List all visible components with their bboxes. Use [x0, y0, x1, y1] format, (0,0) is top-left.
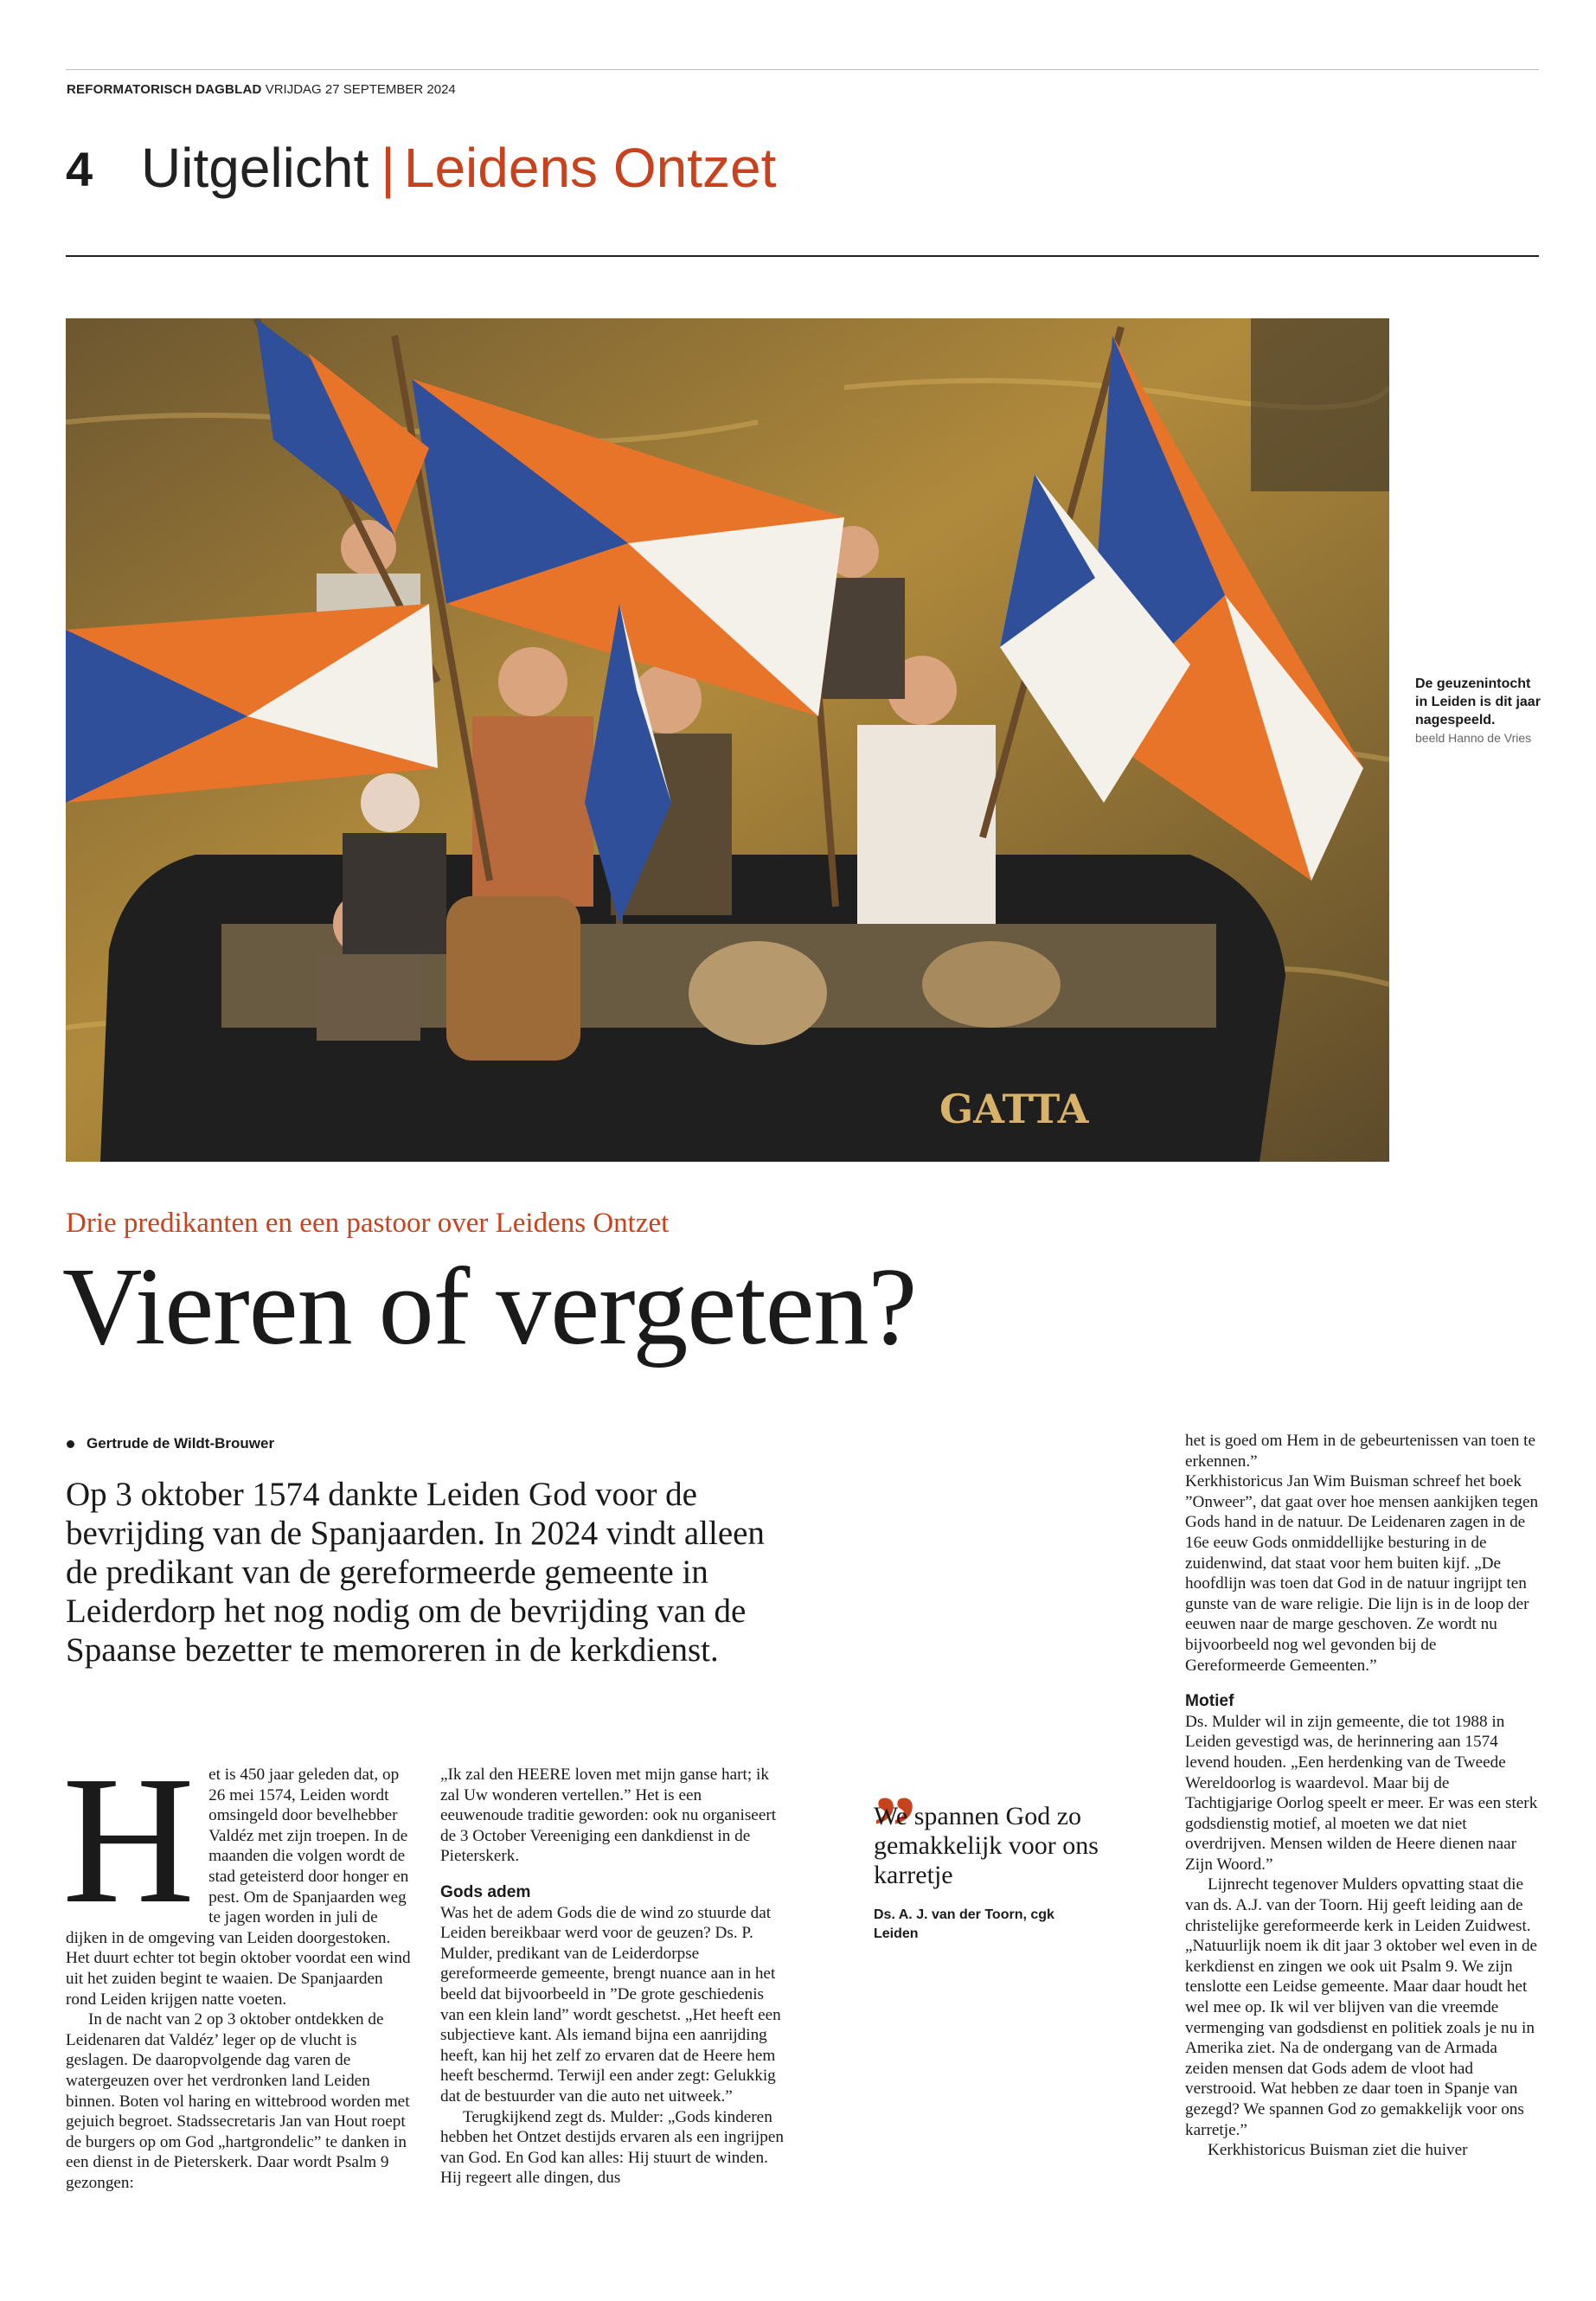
drop-cap: H [62, 1738, 195, 1941]
pull-quote [874, 1734, 1099, 1944]
body-column-1 [62, 1738, 412, 2193]
photo-credit: beeld Hanno de Vries [1415, 731, 1532, 745]
section-title: Uitgelicht [141, 137, 369, 199]
boat-name: GATTA [939, 1086, 1089, 1132]
page-number: 4 [66, 142, 93, 196]
body-paragraph: Kerkhistoricus Jan Wim Buisman schreef het boek ”Onweer”, dat gaat over hoe mensen aankijken tegen Gods hand in de natuur. De Leidenaren zagen in de 16e eeuw Gods onmiddellijke besturing in de zuidenwind, dat staat voor hem buiten kijf. „De hoofdlijn was toen dat God in de natuur ingrijpt ten gunste van de ware religie. Die lijn is in de loop der eeuwen naar de marge geschoven. Ze wordt nu bijvoorbeeld nog wel gevonden bij de Gereformeerde Gemeenten.” [1185, 1472, 1539, 1675]
byline [67, 1435, 274, 1452]
author-name: Gertrude de Wildt-Brouwer [87, 1435, 275, 1452]
intro-paragraph: Op 3 oktober 1574 dankte Leiden God voor de bevrijding van de Spanjaarden. In 2024 vindt alleen de predikant van de gereformeerde gemeente in Leiderdorp het nog nodig om de bevrijding van de Spaanse bezetter te memoreren in de kerkdienst. [66, 1476, 765, 1669]
caption-text: De geuzenintocht in Leiden is dit jaar nagespeeld. [1415, 676, 1541, 727]
kicker: Drie predikanten en een pastoor over Leidens Ontzet [66, 1208, 670, 1239]
basket [922, 941, 1061, 1028]
body-paragraph: Kerkhistoricus Buisman ziet die huiver [1208, 2141, 1468, 2160]
publication-name: REFORMATORISCH DAGBLAD [67, 82, 262, 97]
article-photo [66, 318, 1389, 1162]
section-topic: Leidens Ontzet [403, 137, 777, 199]
body-column-4 [1185, 1431, 1540, 2161]
headline: Vieren of vergeten? [62, 1245, 917, 1368]
body-paragraph: Terugkijkend zegt ds. Mulder: „Gods kinderen hebben het Ontzet destijds ervaren als een ingrijpen van God. En God kan alles: Hij stuurt de winden. Hij regeert alle dingen, dus [440, 2107, 784, 2188]
subheading: Gods adem [440, 1882, 531, 1901]
basket [689, 941, 827, 1045]
top-rule [66, 69, 1539, 70]
masthead [67, 82, 456, 97]
body-paragraph: het is goed om Hem in de gebeurtenissen van toen te erkennen.” [1185, 1432, 1535, 1471]
body-paragraph: In de nacht van 2 op 3 oktober ontdekken de Leidenaren dat Valdéz’ leger op de vlucht is geslagen. De daaropvolgende dag varen de watergeuzen over het verdronken land Leiden binnen. Boten vol haring en wittebrood worden met gejuich begroet. Stadssecretaris Jan van Hout roept de burgers op om God „hartgrondelic” te danken in een dienst in de Pieterskerk. Daar wordt Psalm 9 gezongen: [66, 2010, 410, 2192]
body-paragraph: Lijnrecht tegenover Mulders opvatting staat die van ds. A.J. van der Toorn. Hij geeft leiding aan de christelijke gereformeerde kerk in Leiden Zuidwest. „Natuurlijk noem ik dit jaar 3 oktober wel even in de kerkdienst en zingen we ook uit Psalm 9. We zijn tenslotte een Leidse gemeente. Maar daar houdt het wel mee op. Ik wil ver blijven van die vreemde vermenging van godsdienst en politiek zoals je nu in Amerika ziet. Na de ondergang van de Armada zeiden mensen dat Gods adem de vloot had verstrooid. Wat hebben ze daar toen in Spanje van gezegd? We spannen God zo gemakkelijk voor ons karretje.” [1185, 1875, 1538, 2139]
section-separator: | [381, 137, 395, 199]
quote-text: We spannen God zo gemakkelijk voor ons karretje [874, 1802, 1099, 1889]
body-paragraph: et is 450 jaar geleden dat, op 26 mei 1574, Leiden wordt omsingeld door bevelhebber Valdéz met zijn troepen. In de maanden die volgen wordt de stad geteisterd door honger en pest. Om de Spanjaarden weg te jagen worden in juli de dijken in de omgeving van Leiden doorgestoken. Het duurt echter tot begin oktober voordat een wind uit het zuiden begint te waaien. De Spanjaarden rond Leiden krijgen natte voeten. [66, 1766, 411, 2009]
body-paragraph: Was het de adem Gods die de wind zo stuurde dat Leiden bereikbaar werd voor de geuzen? Ds. P. Mulder, predikant van de Leiderdorpse gereformeerde gemeente, brengt nuance aan in het beeld dat bijvoorbeeld in ”De grote geschiedenis van een klein land” wordt geschetst. „Het heeft een subjectieve kant. Als iemand bijna een aanrijding heeft, kan hij het zelf zo ervaren dat de Heere hem heeft beschermd. Terwijl een ander zegt: Gelukkig dat de bestuurder van die auto net uitweek.” [440, 1903, 781, 2106]
photo-illustration [66, 318, 1389, 1162]
photo-caption [1415, 675, 1541, 747]
section-header [141, 137, 777, 199]
body-column-2 [440, 1765, 786, 2189]
body-paragraph: „Ik zal den HEERE loven met mijn ganse hart; ik zal Uw wonderen vertellen.” Het is een eeuwenoude traditie geworden: ook nu organiseert de 3 October Vereeniging een dankdienst in de Pieterskerk. [440, 1766, 777, 1866]
publication-date: VRIJDAG 27 SEPTEMBER 2024 [265, 82, 456, 97]
body-paragraph: Ds. Mulder wil in zijn gemeente, die tot 1988 in Leiden gevestigd was, de herinnering aan 1574 levend houden. „Een herdenking van de Tweede Wereldoorlog is waardevol. Maar bij de Tachtigjarige Oorlog speelt er meer. Er was een sterk godsdienstig motief, al moeten we dat niet overdrijven. Mensen wilden de Heere dienen naar Zijn Woord.” [1185, 1712, 1538, 1874]
header-rule [66, 255, 1539, 257]
background-boat [1251, 318, 1389, 491]
quote-source: Ds. A. J. van der Toorn, cgk Leiden [874, 1907, 1054, 1941]
byline-bullet [67, 1440, 74, 1448]
barrel [446, 896, 580, 1061]
subheading: Motief [1185, 1692, 1234, 1711]
quote-mark: „ [874, 1734, 917, 1830]
